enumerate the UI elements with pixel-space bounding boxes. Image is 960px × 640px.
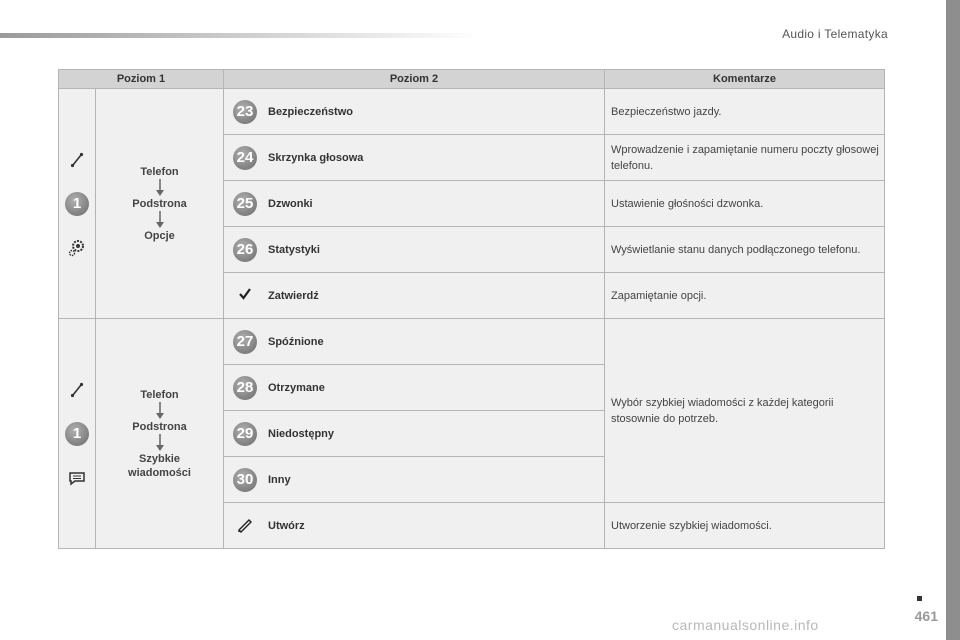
checkmark-icon xyxy=(238,287,252,301)
level2-badge: 27 xyxy=(233,330,257,354)
settings-gear-icon xyxy=(67,238,87,258)
table-row xyxy=(59,89,885,135)
arrow-down-icon xyxy=(155,179,165,197)
comment-cell: Wyświetlanie stanu danych podłączonego telefonu. xyxy=(605,227,885,273)
level2-badge: 26 xyxy=(233,238,257,262)
message-bubble-icon xyxy=(67,468,87,488)
menu-table xyxy=(58,69,885,549)
level1-icons xyxy=(59,89,96,319)
level2-label: Dzwonki xyxy=(266,181,605,227)
phone-icon xyxy=(67,150,87,170)
step-opcje: Opcje xyxy=(144,229,175,242)
level2-badge: 25 xyxy=(233,192,257,216)
step-telefon: Telefon xyxy=(140,165,179,178)
level1-badge: 1 xyxy=(65,192,89,216)
level1-badge: 1 xyxy=(65,422,89,446)
comment-cell: Bezpieczeństwo jazdy. xyxy=(605,89,885,135)
header-level1: Poziom 1 xyxy=(59,70,224,89)
phone-icon xyxy=(67,380,87,400)
pencil-icon xyxy=(236,515,254,533)
level1-icons xyxy=(59,319,96,549)
header-comments: Komentarze xyxy=(605,70,885,89)
level2-badge: 24 xyxy=(233,146,257,170)
level1-path xyxy=(96,89,224,319)
level2-label: Bezpieczeństwo xyxy=(266,89,605,135)
level2-label: Otrzymane xyxy=(266,365,605,411)
page-marker xyxy=(917,596,922,601)
comment-cell: Wprowadzenie i zapamiętanie numeru poczty głosowej telefonu. xyxy=(605,135,885,181)
page-number: 461 xyxy=(914,608,938,624)
step-podstrona: Podstrona xyxy=(132,420,187,433)
level2-label: Niedostępny xyxy=(266,411,605,457)
level2-label: Utwórz xyxy=(266,503,605,549)
comment-cell: Ustawienie głośności dzwonka. xyxy=(605,181,885,227)
level2-label: Statystyki xyxy=(266,227,605,273)
step-telefon: Telefon xyxy=(140,388,179,401)
table-row xyxy=(59,319,885,365)
level2-label: Zatwierdź xyxy=(266,273,605,319)
step-podstrona: Podstrona xyxy=(132,197,187,210)
step-szybkie-wiadomosci: Szybkie wiadomości xyxy=(128,452,191,479)
arrow-down-icon xyxy=(155,434,165,452)
comment-cell: Utworzenie szybkiej wiadomości. xyxy=(605,503,885,549)
comment-cell: Wybór szybkiej wiadomości z każdej kategorii stosownie do potrzeb. xyxy=(605,319,885,503)
level2-label: Inny xyxy=(266,457,605,503)
comment-cell: Zapamiętanie opcji. xyxy=(605,273,885,319)
right-edge-bar xyxy=(946,0,960,640)
level1-path xyxy=(96,319,224,549)
arrow-down-icon xyxy=(155,211,165,229)
arrow-down-icon xyxy=(155,402,165,420)
level2-badge: 30 xyxy=(233,468,257,492)
header-level2: Poziom 2 xyxy=(224,70,605,89)
level2-badge: 28 xyxy=(233,376,257,400)
chapter-title: Audio i Telematyka xyxy=(782,27,888,41)
level2-badge: 29 xyxy=(233,422,257,446)
level2-badge: 23 xyxy=(233,100,257,124)
level2-label: Spóźnione xyxy=(266,319,605,365)
level2-label: Skrzynka głosowa xyxy=(266,135,605,181)
table-header-row xyxy=(59,70,885,89)
top-decor-bar xyxy=(0,33,480,38)
watermark: carmanualsonline.info xyxy=(672,617,819,633)
